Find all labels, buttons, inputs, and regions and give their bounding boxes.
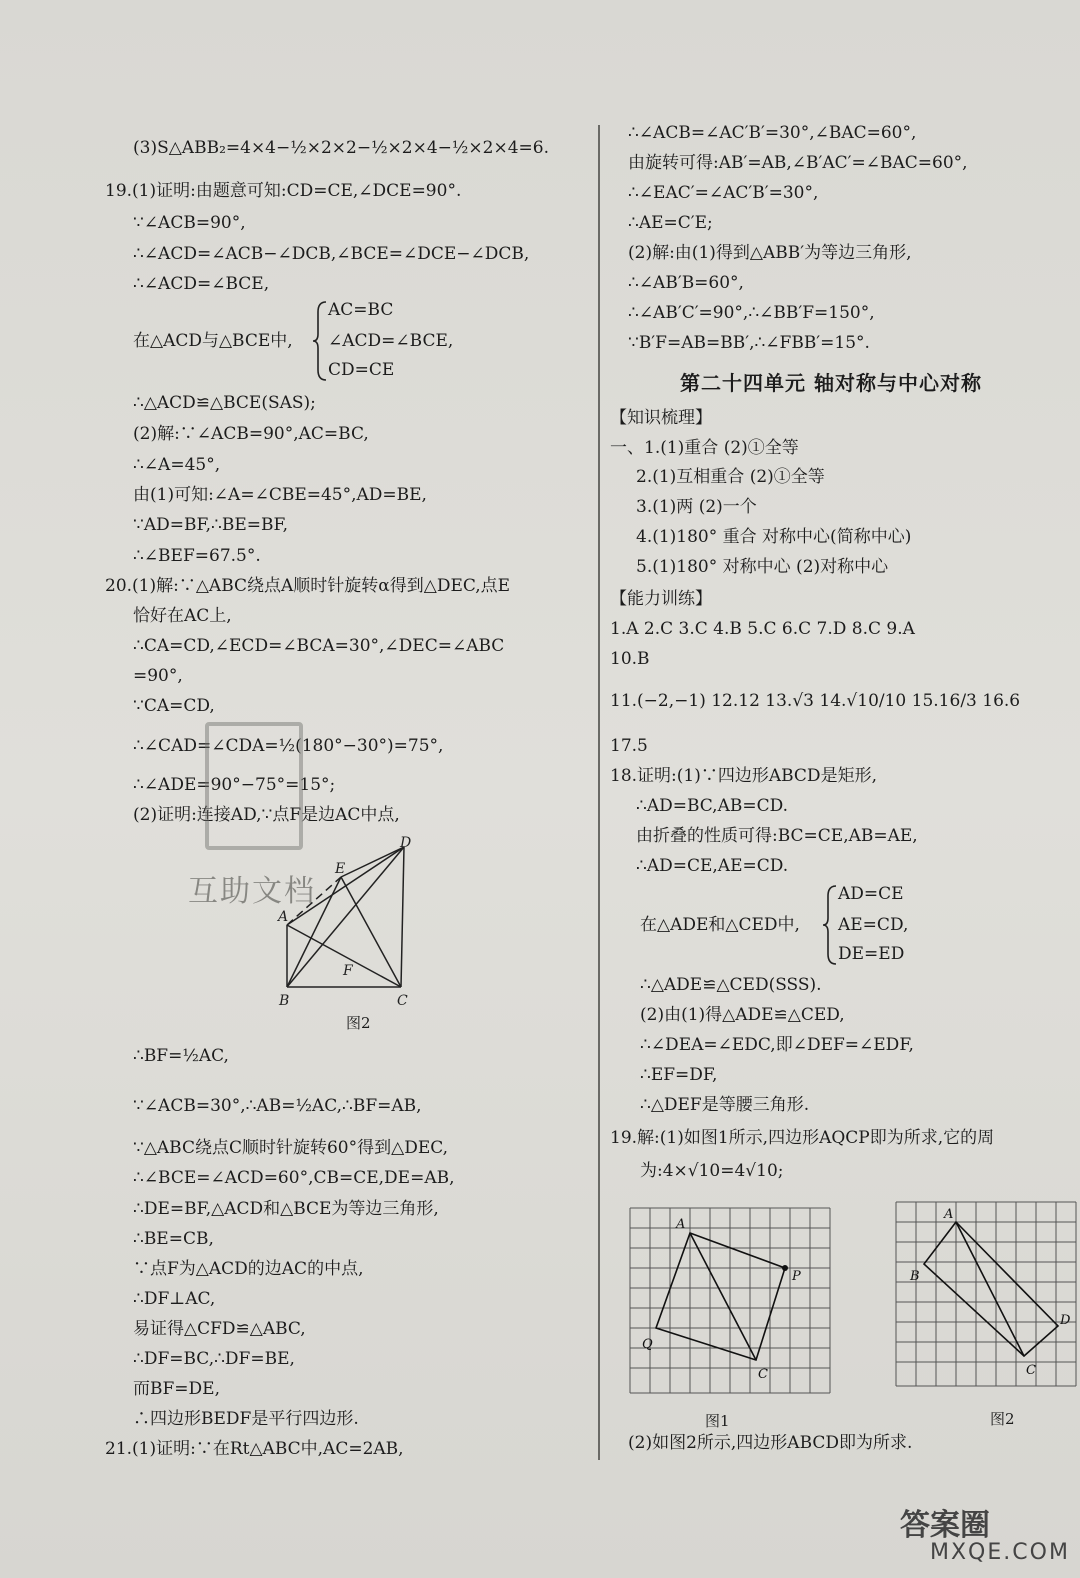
text-line: 4.(1)180° 重合 对称中心(简称中心) [636,527,912,547]
text-line: 19.解:(1)如图1所示,四边形AQCP即为所求,它的周 [610,1128,995,1148]
unit-title: 第二十四单元 轴对称与中心对称 [680,371,982,395]
grid-figure-2 [888,1196,1078,1396]
text-line: 为:4×√10=4√10; [640,1161,784,1181]
text-line: ∴∠ACD=∠ACB−∠DCB,∠BCE=∠DCE−∠DCB, [133,244,530,264]
text-line: 在△ACD与△BCE中, [133,331,293,351]
text-line: ∵∠ACB=30°,∴AB=½AC,∴BF=AB, [133,1096,422,1116]
site-logo-url: MXQE.COM [930,1540,1070,1565]
text-line: (2)解:由(1)得到△ABB′为等边三角形, [628,243,912,263]
figure-label: C [397,993,408,1009]
text-line: ∴∠ACD=∠BCE, [133,274,270,294]
text-line: 10.B [610,649,650,669]
text-line: 而BF=DE, [133,1379,220,1399]
text-line: 1.A 2.C 3.C 4.B 5.C 6.C 7.D 8.C 9.A [610,619,915,639]
text-line: ∴∠A=45°, [133,455,221,475]
site-logo: 答案圈 [900,1508,990,1543]
figure-caption: 图2 [990,1410,1015,1428]
text-line: (2)解:∵∠ACB=90°,AC=BC, [133,424,369,444]
text-line: ∴∠CAD=∠CDA=½(180°−30°)=75°, [133,736,444,756]
text-line: =90°, [133,666,183,686]
figure-label: D [1060,1313,1071,1328]
text-line: AD=CE [838,884,904,904]
figure-label: C [758,1367,768,1382]
text-line: 恰好在AC上, [133,606,232,626]
text-line: AC=BC [328,300,394,320]
text-line: 由(1)可知:∠A=∠CBE=45°,AD=BE, [133,485,427,505]
text-line: ∴四边形BEDF是平行四边形. [133,1409,359,1429]
brace-icon [312,300,328,382]
figure-label: Q [642,1337,653,1352]
text-line: ∠ACD=∠BCE, [328,331,454,351]
text-line: ∴EF=DF, [640,1065,718,1085]
geometry-figure-left [275,835,425,1015]
text-line: 5.(1)180° 对称中心 (2)对称中心 [636,557,889,577]
text-line: ∴∠BCE=∠ACD=60°,CB=CE,DE=AB, [133,1168,455,1188]
text-line: ∵AD=BF,∴BE=BF, [133,515,289,535]
text-line: 19.(1)证明:由题意可知:CD=CE,∠DCE=90°. [105,181,462,201]
text-line: ∴△DEF是等腰三角形. [640,1095,810,1115]
text-line: 由折叠的性质可得:BC=CE,AB=AE, [636,826,918,846]
text-line: ∴∠ACB=∠AC′B′=30°,∠BAC=60°, [628,123,917,143]
text-line: ∴BE=CB, [133,1229,214,1249]
text-line: ∵点F为△ACD的边AC的中点, [133,1259,364,1279]
text-line: ∴DE=BF,△ACD和△BCE为等边三角形, [133,1199,439,1219]
text-line: 2.(1)互相重合 (2)①全等 [636,467,825,487]
figure-label: D [400,835,412,851]
section-heading: 【知识梳理】 [610,408,712,428]
grid-figure-1 [620,1200,840,1400]
text-line: ∴AD=CE,AE=CD. [636,856,789,876]
figure-label: B [910,1269,920,1284]
text-line: ∴∠EAC′=∠AC′B′=30°, [628,183,819,203]
text-line: ∴DF=BC,∴DF=BE, [133,1349,295,1369]
figure-label: A [676,1217,686,1232]
text-line: ∴DF⊥AC, [133,1289,216,1309]
text-line: DE=ED [838,944,905,964]
figure-label: A [944,1207,954,1222]
text-line: ∴AE=C′E; [628,213,713,233]
text-line: ∴∠DEA=∠EDC,即∠DEF=∠EDF, [640,1035,914,1055]
text-line: (3)S△ABB₂=4×4−½×2×2−½×2×4−½×2×4=6. [133,138,549,158]
text-line: ∴△ADE≌△CED(SSS). [640,975,822,995]
brace-icon [822,884,838,966]
text-line: 由旋转可得:AB′=AB,∠B′AC′=∠BAC=60°, [628,153,968,173]
figure-caption: 图1 [705,1412,730,1430]
text-line: 18.证明:(1)∵四边形ABCD是矩形, [610,766,877,786]
figure-label: P [792,1269,801,1284]
text-line: ∵CA=CD, [133,696,215,716]
text-line: 易证得△CFD≌△ABC, [133,1319,306,1339]
text-line: ∴∠ADE=90°−75°=15°; [133,775,336,795]
figure-label: A [278,909,289,925]
text-line: ∴CA=CD,∠ECD=∠BCA=30°,∠DEC=∠ABC [133,636,505,656]
text-line: 在△ADE和△CED中, [640,915,800,935]
text-line: ∵∠ACB=90°, [133,213,246,233]
text-line: ∴∠AB′B=60°, [628,273,744,293]
text-line: 20.(1)解:∵△ABC绕点A顺时针旋转α得到△DEC,点E [105,576,511,596]
text-line: ∴AD=BC,AB=CD. [636,796,789,816]
text-line: (2)如图2所示,四边形ABCD即为所求. [628,1433,913,1453]
figure-label: C [1026,1363,1036,1378]
stamp-mark [205,722,303,850]
column-divider [598,125,600,1460]
text-line: ∵△ABC绕点C顺时针旋转60°得到△DEC, [133,1138,449,1158]
text-line: ∴△ACD≌△BCE(SAS); [133,393,316,413]
figure-label: F [343,963,353,979]
figure-label: E [335,861,346,877]
text-line: ∴∠BEF=67.5°. [133,546,261,566]
figure-caption: 图2 [346,1014,371,1032]
text-line: (2)由(1)得△ADE≌△CED, [640,1005,845,1025]
text-line: ∴BF=½AC, [133,1046,229,1066]
text-line: AE=CD, [838,915,909,935]
text-line: 3.(1)两 (2)一个 [636,497,757,517]
watermark-text: 互助文档 [188,874,316,909]
text-line: 一、1.(1)重合 (2)①全等 [610,438,799,458]
text-line: CD=CE [328,360,395,380]
section-heading: 【能力训练】 [610,589,712,609]
figure-label: B [279,993,290,1009]
text-line: (2)证明:连接AD,∵点F是边AC中点, [133,805,400,825]
text-line: 11.(−2,−1) 12.12 13.√3 14.√10/10 15.16/3 16.6 [610,691,1021,711]
text-line: ∴∠AB′C′=90°,∴∠BB′F=150°, [628,303,875,323]
text-line: ∵B′F=AB=BB′,∴∠FBB′=15°. [628,333,870,353]
text-line: 21.(1)证明:∵在Rt△ABC中,AC=2AB, [105,1439,404,1459]
text-line: 17.5 [610,736,648,756]
